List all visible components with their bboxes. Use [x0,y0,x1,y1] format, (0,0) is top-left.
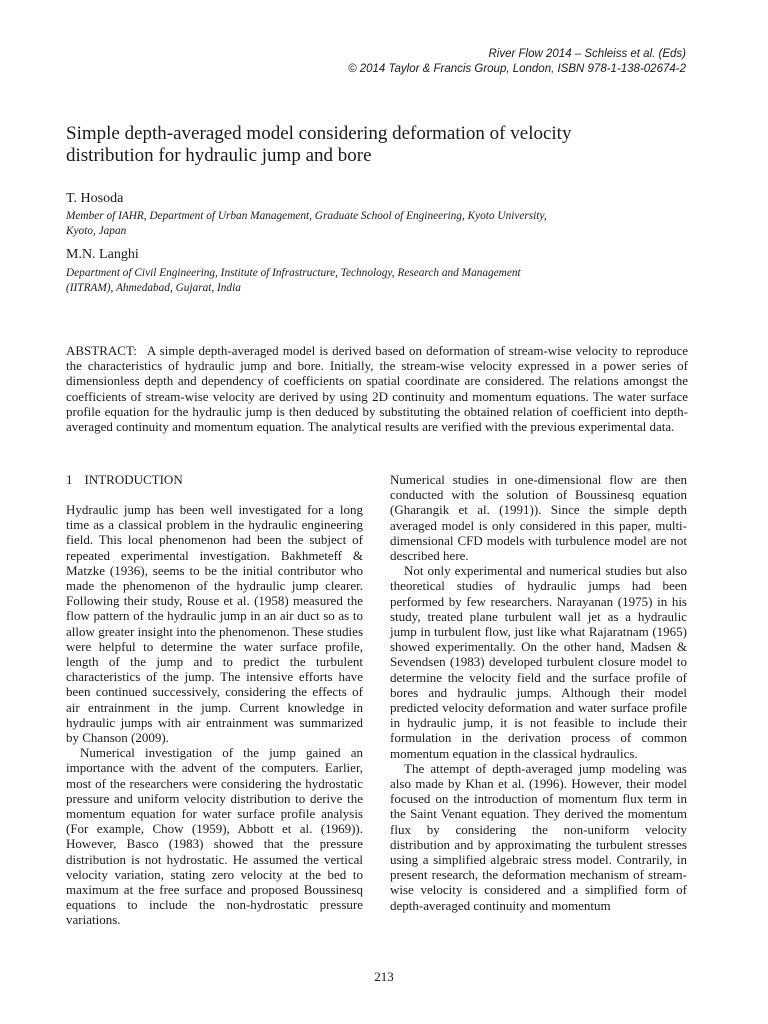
paper-title [66,123,706,167]
paragraph: Hydraulic jump has been well investigated for a long time as a classical problem in the hydraulic engineering field. This local phenomenon had been the subject of repeated experimental investigation. Bakhmeteff & Matzke (1936), seems to be the initial contributor who made the phenomenon of the hydraulic jump clearer. Following their study, Rouse et al. (1958) measured the flow pattern of the hydraulic jump in an air duct so as to allow greater insight into the phenomenon. These studies were helpful to determine the water surface profile, length of the jump and to predict the turbulent characteristics of the jump. The intensive efforts have been continued successively, considering the effects of air entrainment in the jump. Current knowledge in hydraulic jumps with air entrainment was summarized by Chanson (2009). [66,502,363,746]
affiliation-2-line-2: (IITRAM), Ahmedabad, Gujarat, India [66,282,241,294]
author-name-2: M.N. Langhi [66,247,139,262]
affiliation-1-line-1: Member of IAHR, Department of Urban Management, Graduate School of Engineering, Kyoto University, [66,210,547,222]
affiliation-2-line-1: Department of Civil Engineering, Institute of Infrastructure, Technology, Research and Management [66,267,521,279]
section-title: INTRODUCTION [84,472,183,487]
abstract-label: ABSTRACT: [66,343,137,358]
affiliation-1-line-2: Kyoto, Japan [66,225,127,237]
abstract-text: A simple depth-averaged model is derived based on deformation of stream-wise velocity to reproduce the characteristics of hydraulic jump and bore. Initially, the stream-wise velocity expressed in a power series of dimensionless depth and dependency of coefficients on spatial coordinate are considered. The relations amongst the coefficients of stream-wise velocity are derived by using 2D continuity and momentum equations. The water surface profile equation for the hydraulic jump is then deduced by substituting the obtained relation of coefficient into depth-averaged continuity and momentum equation. The analytical results are verified with the previous experimental data. [66,343,688,435]
right-column [390,472,687,913]
author-name-1: T. Hosoda [66,191,124,206]
paragraph: Not only experimental and numerical studies but also theoretical studies of hydraulic jumps had been performed by few researchers. Narayanan (1975) in his study, treated plane turbulent wall jet as a hydraulic jump in turbulent flow, just like what Rajaratnam (1965) showed experimentally. On the other hand, Madsen & Sevendsen (1983) developed turbulent closure model to determine the velocity field and the surface profile of bores and hydraulic jumps. Although their model predicted velocity deformation and water surface profile in hydraulic jump, it is not feasible to include their formulation in the derivation process of common momentum equation in the classical hydraulics. [390,563,687,761]
paper-title-line-1: Simple depth-averaged model considering deformation of velocity [66,123,572,144]
section-number: 1 [66,472,73,487]
running-header [348,47,686,77]
header-proceedings-line: River Flow 2014 – Schleiss et al. (Eds) [488,48,686,60]
section-heading [66,472,363,487]
page-number: 213 [374,969,394,984]
author-affiliation-2 [66,266,696,296]
abstract [66,343,688,434]
paper-title-line-2: distribution for hydraulic jump and bore [66,145,372,166]
header-copyright-line: © 2014 Taylor & Francis Group, London, ISBN 978-1-138-02674-2 [348,63,686,75]
author-affiliation-1 [66,209,696,239]
paragraph: The attempt of depth-averaged jump modeling was also made by Khan et al. (1996). However, their model focused on the introduction of momentum flux term in the Saint Venant equation. They derived the momentum flux by considering the non-uniform velocity distribution and by approximating the turbulent stresses using a simplified algebraic stress model. Contrarily, in present research, the deformation mechanism of stream-wise velocity is considered and a simplified form of depth-averaged continuity and momentum [390,760,687,913]
paragraph: Numerical studies in one-dimensional flow are then conducted with the solution of Boussinesq equation (Gharangik et al. (1991)). Since the simple depth averaged model is only considered in this paper, multi-dimensional CFD models with turbulence model are not described here. [390,472,687,564]
paragraph: Numerical investigation of the jump gained an importance with the advent of the computers. Earlier, most of the researchers were considering the hydrostatic pressure and uniform velocity distribution to derive the momentum equation for water surface profile analysis (For example, Chow (1959), Abbott et al. (1969)). However, Basco (1983) showed that the pressure distribution is not hydrostatic. He assumed the vertical velocity variation, stating zero velocity at the bed to maximum at the free surface and proposed Boussinesq equations to include the non-hydrostatic pressure variations. [66,745,363,928]
left-column [66,472,363,928]
